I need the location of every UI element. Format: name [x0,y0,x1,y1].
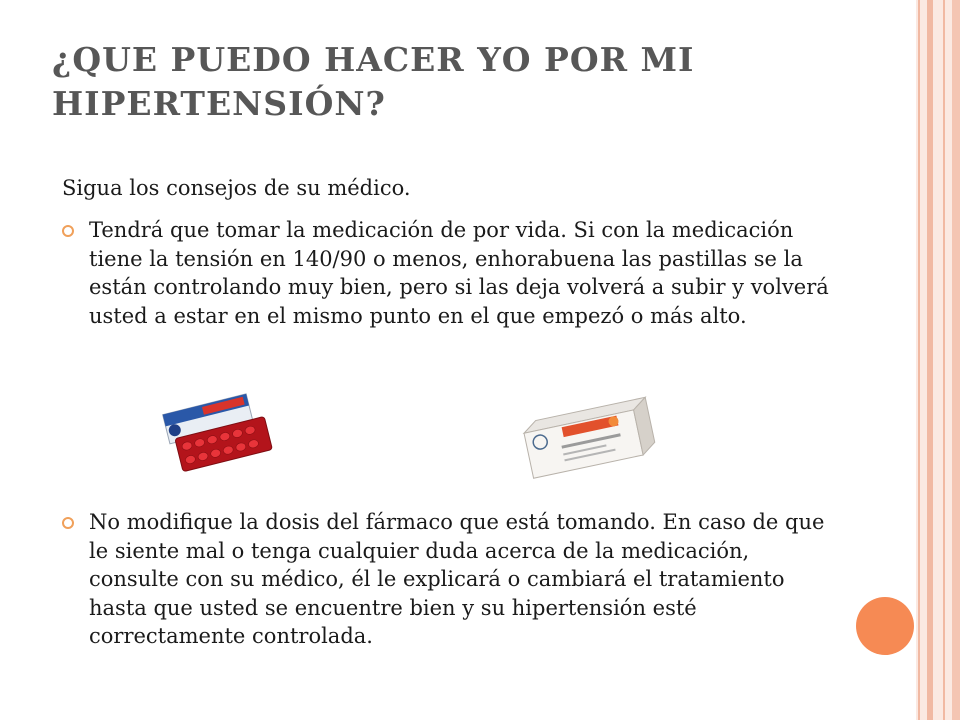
decorative-stripe [927,0,933,720]
bullet-icon [62,517,74,529]
bullet-icon [62,225,74,237]
bullet-text: No modifique la dosis del fármaco que está tomando. En caso de que le siente mal o tenga cualquier duda acerca de la medicación, consulte con su médico, él le explicará o cambiará el tratamiento hasta que usted se encuentre bien y su hipertensión esté correctamente controlada. [89,510,825,648]
decorative-stripe [943,0,945,720]
decorative-stripe [952,0,960,720]
slide-title: ¿QUE PUEDO HACER YO POR MI HIPERTENSIÓN? [52,40,695,123]
bullet-item [62,216,832,367]
bullet-text: Tendrá que tomar la medicación de por vida. Si con la medicación tiene la tensión en 140/90 o menos, enhorabuena las pastillas se la están controlando muy bien, pero si las deja volverá a subir y volverá usted a estar en el mismo punto en el que empezó o más alto. [89,218,829,328]
intro-text: Sigua los consejos de su médico. [62,176,411,200]
medicine-box-image [512,380,664,492]
accent-circle [856,597,914,655]
decorative-stripe [918,0,920,720]
bullet-item [62,508,832,651]
pill-box-image [160,386,275,474]
